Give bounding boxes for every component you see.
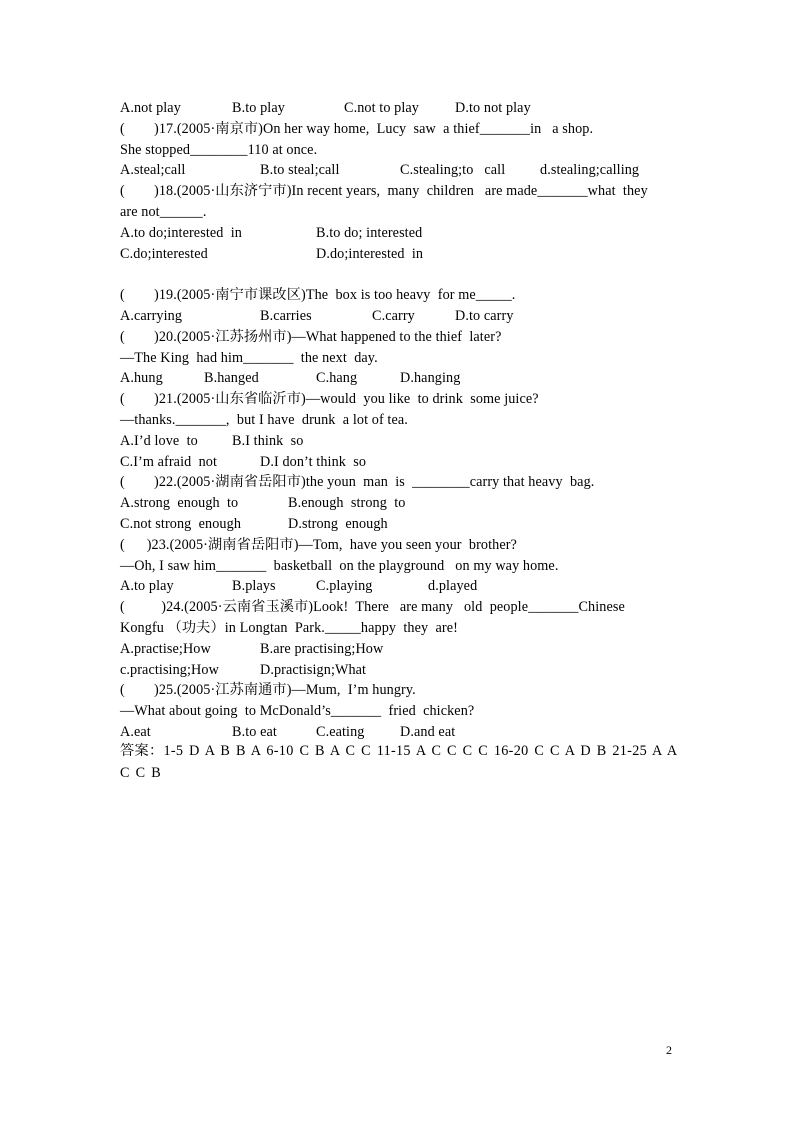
q24-stem-line2: Kongfu （功夫）in Longtan Park._____happy they are!	[120, 620, 458, 636]
option-d: D.to carry	[455, 308, 514, 324]
option-c: C.do;interested	[120, 246, 208, 262]
option-a: A.eat	[120, 724, 151, 740]
option-b: B.to do; interested	[316, 225, 423, 241]
option-d: D.strong enough	[288, 516, 388, 532]
option-b: B.are practising;How	[260, 641, 384, 657]
option-a: A.carrying	[120, 308, 183, 324]
option-a: A.I’d love to	[120, 433, 198, 449]
option-d: D.to not play	[455, 100, 531, 116]
answer-key: 答案：1-5 D A B B A 6-10 C B A C C 11-15 A C C C C 16-20 C C A D B 21-25 A A C C B	[120, 743, 677, 781]
option-b: B.I think so	[232, 433, 304, 449]
option-d: D.practisign;What	[260, 662, 367, 678]
option-c: C.not strong enough	[120, 516, 242, 532]
option-b: B.to play	[232, 100, 285, 116]
option-b: B.plays	[232, 578, 276, 594]
option-d: D.I don’t think so	[260, 454, 367, 470]
option-b: B.to steal;call	[260, 162, 340, 178]
option-d: D.and eat	[400, 724, 456, 740]
option-d: D.hanging	[400, 370, 461, 386]
option-d: d.played	[428, 578, 478, 594]
option-c: C.stealing;to call	[400, 162, 506, 178]
option-c: C.hang	[316, 370, 358, 386]
option-a: A.to do;interested in	[120, 225, 242, 241]
option-b: B.hanged	[204, 370, 259, 386]
q23-stem-line1: ( )23.(2005·湖南省岳阳市)—Tom, have you seen your brother?	[120, 537, 517, 553]
option-a: A.practise;How	[120, 641, 211, 657]
option-d: D.do;interested in	[316, 246, 424, 262]
q25-stem-line1: ( )25.(2005·江苏南通市)—Mum, I’m hungry.	[120, 682, 416, 698]
option-b: B.carries	[260, 308, 312, 324]
option-c: C.not to play	[344, 100, 419, 116]
option-c: C.eating	[316, 724, 365, 740]
option-c: C.carry	[372, 308, 415, 324]
option-b: B.enough strong to	[288, 495, 406, 511]
q20-stem-line1: ( )20.(2005·江苏扬州市)—What happened to the thief later?	[120, 329, 502, 345]
option-c: C.I’m afraid not	[120, 454, 218, 470]
q21-stem-line1: ( )21.(2005·山东省临沂市)—would you like to drink some juice?	[120, 391, 539, 407]
option-d: d.stealing;calling	[540, 162, 640, 178]
q21-stem-line2: —thanks._______, but I have drunk a lot of tea.	[120, 412, 408, 428]
q17-stem-line1: ( )17.(2005·南京市)On her way home, Lucy saw a thief_______in a shop.	[120, 121, 594, 137]
q23-stem-line2: —Oh, I saw him_______ basketball on the playground on my way home.	[120, 558, 559, 574]
option-c: C.playing	[316, 578, 373, 594]
q18-stem-line2: are not______.	[120, 204, 207, 220]
page-number: 2	[666, 1043, 672, 1057]
q25-stem-line2: —What about going to McDonald’s_______ fried chicken?	[120, 703, 475, 719]
q22-stem: ( )22.(2005·湖南省岳阳市)the youn man is ________carry that heavy bag.	[120, 474, 595, 490]
option-a: A.strong enough to	[120, 495, 239, 511]
q19-stem: ( )19.(2005·南宁市课改区)The box is too heavy for me_____.	[120, 287, 516, 303]
q17-stem-line2: She stopped________110 at once.	[120, 142, 318, 158]
option-c: c.practising;How	[120, 662, 219, 678]
q24-stem-line1: ( )24.(2005·云南省玉溪市)Look! There are many old people_______Chinese	[120, 599, 625, 615]
q18-stem-line1: ( )18.(2005·山东济宁市)In recent years, many children are made_______what they	[120, 183, 648, 199]
option-b: B.to eat	[232, 724, 277, 740]
option-a: A.not play	[120, 100, 181, 116]
option-a: A.hung	[120, 370, 163, 386]
q20-stem-line2: —The King had him_______ the next day.	[120, 350, 378, 366]
option-a: A.to play	[120, 578, 174, 594]
option-a: A.steal;call	[120, 162, 186, 178]
